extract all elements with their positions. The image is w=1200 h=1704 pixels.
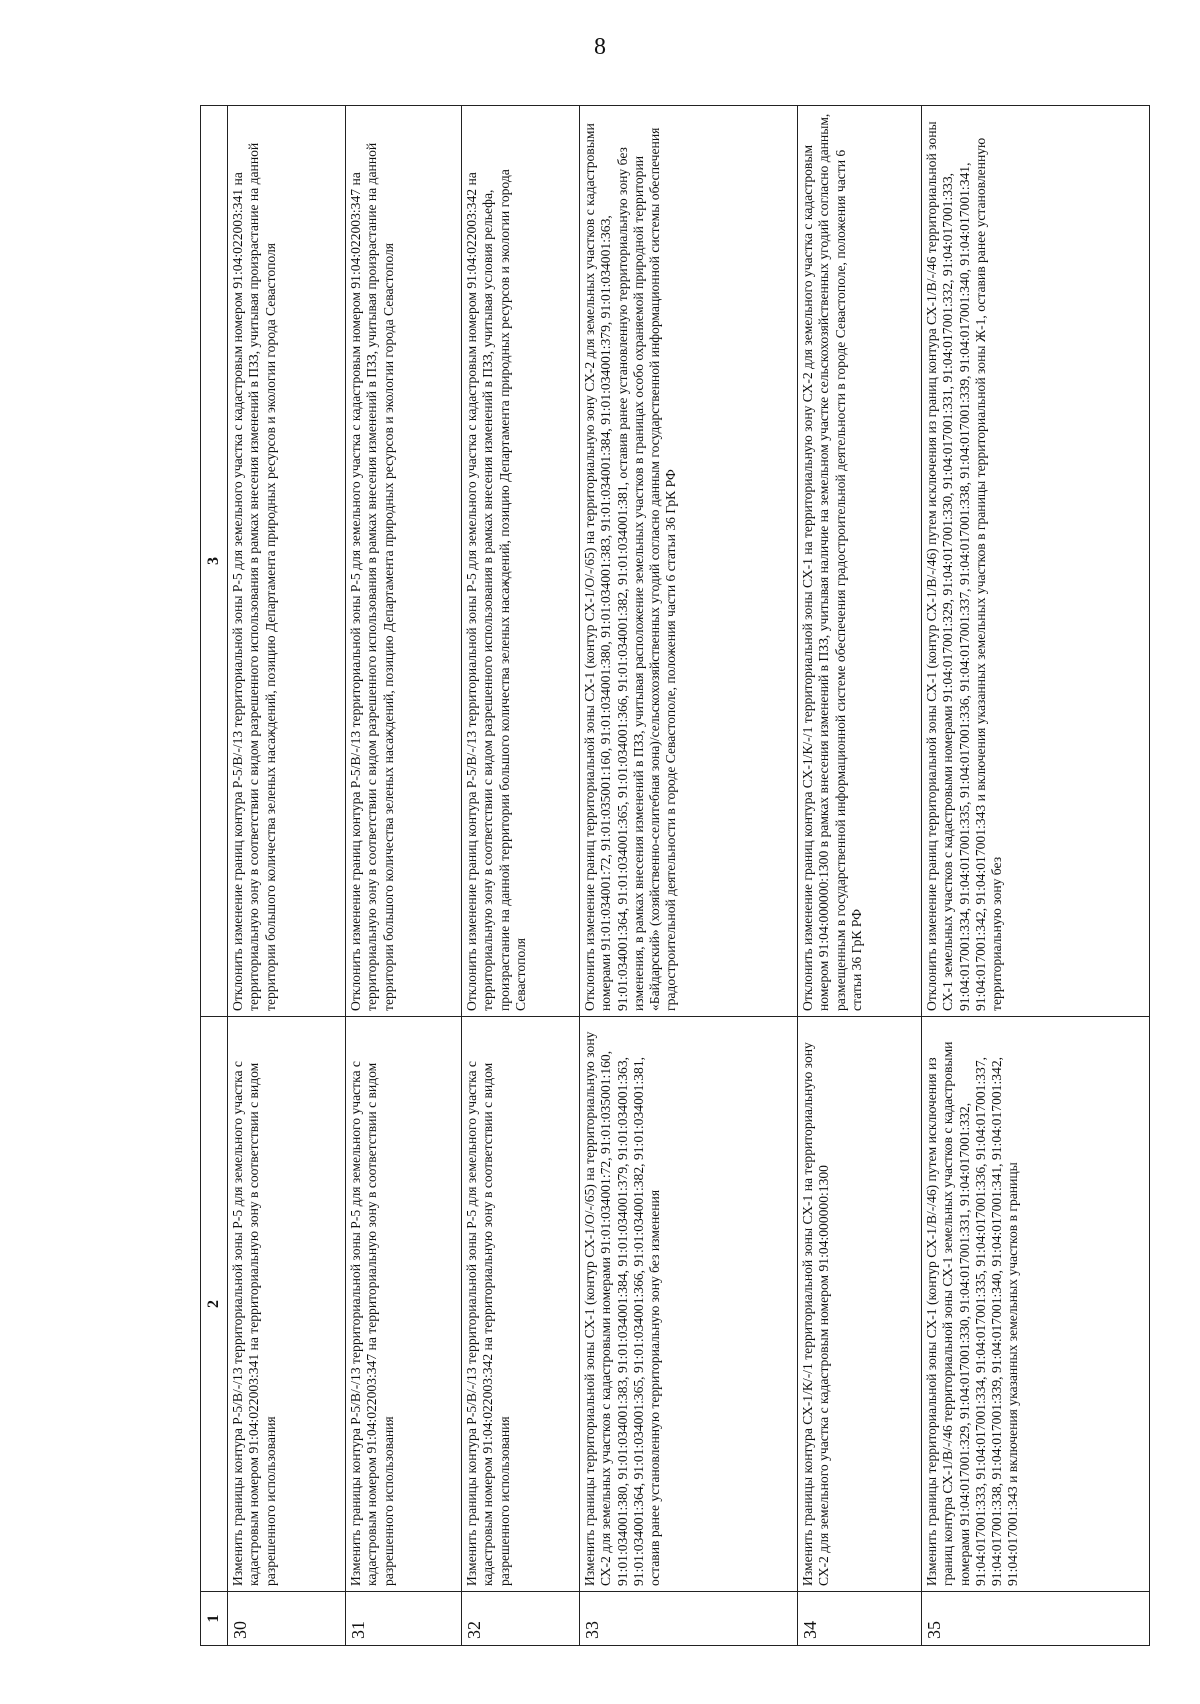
table-header-row: [201, 106, 228, 1646]
proposal-cell: Изменить границы контура Р-5/В/-/13 территориальной зоны Р-5 для земельного участка с кадастровым номером 91:04:022003:347 на территориальную зону в соответствии с видом разрешенного использования: [346, 1017, 462, 1592]
decisions-table: [200, 105, 1150, 1646]
page-number: 8: [594, 34, 606, 60]
row-number: 30: [228, 1592, 346, 1646]
proposal-cell: Изменить границы контура Р-5/В/-/13 территориальной зоны Р-5 для земельного участка с кадастровым номером 91:04:022003:342 на территориальную зону в соответствии с видом разрешенного использования: [462, 1017, 580, 1592]
proposal-cell: Изменить границы контура СХ-1/К/-/1 территориальной зоны СХ-1 на территориальную зону СХ-2 для земельного участка с кадастровым номером 91:04:000000:1300: [798, 1017, 922, 1592]
table-row: [922, 106, 1150, 1646]
rotated-table-container: [200, 106, 1150, 1646]
row-number: 35: [922, 1592, 1150, 1646]
table-row: [228, 106, 346, 1646]
row-number: 31: [346, 1592, 462, 1646]
row-number: 33: [580, 1592, 798, 1646]
header-col-1: 1: [201, 1592, 228, 1646]
decision-cell: Отклонить изменение границ контура Р-5/В/-/13 территориальной зоны Р-5 для земельного участка с кадастровым номером 91:04:022003:341 на территориальную зону в соответствии с видом разрешенного использования в рамках внесения изменений в ПЗЗ, учитывая произрастание на данной территории большого количества зеленых насаждений, позицию Департамента природных ресурсов и экологии города Севастополя: [228, 106, 346, 1017]
table-row: [580, 106, 798, 1646]
proposal-cell: Изменить границы территориальной зоны СХ-1 (контур СХ-1/В/-/46) путем исключения из границ контура СХ-1/В/-/46 территориальной зоны СХ-1 земельных участков с кадастровыми номерами 91:04:017001:329, 91:04:017001:330, 91:04:017001:331, 91:04:017001:332, 91:04:017001:333, 91:04:017001:334, 91:04:017001:335, 91:04:017001:336, 91:04:017001:337, 91:04:017001:338, 91:04:017001:339, 91:04:017001:340, 91:04:017001:341, 91:04:017001:342, 91:04:017001:343 и включения указанных земельных участков в границы: [922, 1017, 1150, 1592]
proposal-cell: Изменить границы контура Р-5/В/-/13 территориальной зоны Р-5 для земельного участка с кадастровым номером 91:04:022003:341 на территориальную зону в соответствии с видом разрешенного использования: [228, 1017, 346, 1592]
row-number: 34: [798, 1592, 922, 1646]
table-row: [346, 106, 462, 1646]
decision-cell: Отклонить изменение границ контура Р-5/В/-/13 территориальной зоны Р-5 для земельного участка с кадастровым номером 91:04:022003:347 на территориальную зону в соответствии с видом разрешенного использования в рамках внесения изменений в ПЗЗ, учитывая произрастание на данной территории большого количества зеленых насаждений, позицию Департамента природных ресурсов и экологии города Севастополя: [346, 106, 462, 1017]
decision-cell: Отклонить изменение границ контура СХ-1/К/-/1 территориальной зоны СХ-1 на территориальную зону СХ-2 для земельного участка с кадастровым номером 91:04:000000:1300 в рамках внесения изменений в ПЗЗ, учитывая наличие на земельном участке сельскохозяйственных угодий согласно данным, размещенным в государственной информационной системе обеспечения градостроительной деятельности в городе Севастополе, положения части 6 статьи 36 ГрК РФ: [798, 106, 922, 1017]
row-number: 32: [462, 1592, 580, 1646]
table-row: [798, 106, 922, 1646]
decision-cell: Отклонить изменение границ территориальной зоны СХ-1 (контур СХ-1/О/-/65) на территориальную зону СХ-2 для земельных участков с кадастровыми номерами 91:01:034001:72, 91:01:035001:160, 91:01:034001:380, 91:01:034001:383, 91:01:034001:384, 91:01:034001:379, 91:01:034001:363, 91:01:034001:364, 91:01:034001:365, 91:01:034001:366, 91:01:034001:382, 91:01:034001:381, оставив ранее установленную территориальную зону без изменения, в рамках внесения изменений в ПЗЗ, учитывая расположение земельных участков в границах особо охраняемой природной территории «Байдарский» (хозяйственно-селитебная зона)/сельскохозяйственных угодий согласно данным государственной информационной системы обеспечения градостроительной деятельности в городе Севастополе, положения части 6 статьи 36 ГрК РФ: [580, 106, 798, 1017]
proposal-cell: Изменить границы территориальной зоны СХ-1 (контур СХ-1/О/-/65) на территориальную зону СХ-2 для земельных участков с кадастровыми номерами 91:01:034001:72, 91:01:035001:160, 91:01:034001:380, 91:01:034001:383, 91:01:034001:384, 91:01:034001:379, 91:01:034001:363, 91:01:034001:364, 91:01:034001:365, 91:01:034001:366, 91:01:034001:382, 91:01:034001:381, оставив ранее установленную территориальную зону без изменения: [580, 1017, 798, 1592]
header-col-2: 2: [201, 1017, 228, 1592]
decision-cell: Отклонить изменение границ территориальной зоны СХ-1 (контур СХ-1/В/-/46) путем исключения из границ контура СХ-1/В/-/46 территориальной зоны СХ-1 земельных участков с кадастровыми номерами 91:04:017001:329, 91:04:017001:330, 91:04:017001:331, 91:04:017001:332, 91:04:017001:333, 91:04:017001:334, 91:04:017001:335, 91:04:017001:336, 91:04:017001:337, 91:04:017001:338, 91:04:017001:339, 91:04:017001:340, 91:04:017001:341, 91:04:017001:342, 91:04:017001:343 и включения указанных земельных участков в границы территориальной зоны Ж-1, оставив ранее установленную территориальную зону без: [922, 106, 1150, 1017]
table-row: [462, 106, 580, 1646]
decision-cell: Отклонить изменение границ контура Р-5/В/-/13 территориальной зоны Р-5 для земельного участка с кадастровым номером 91:04:022003:342 на территориальную зону в соответствии с видом разрешенного использования в рамках внесения изменений в ПЗЗ, учитывая условия рельефа, произрастание на данной территории большого количества зеленых насаждений, позицию Департамента природных ресурсов и экологии города Севастополя: [462, 106, 580, 1017]
header-col-3: 3: [201, 106, 228, 1017]
